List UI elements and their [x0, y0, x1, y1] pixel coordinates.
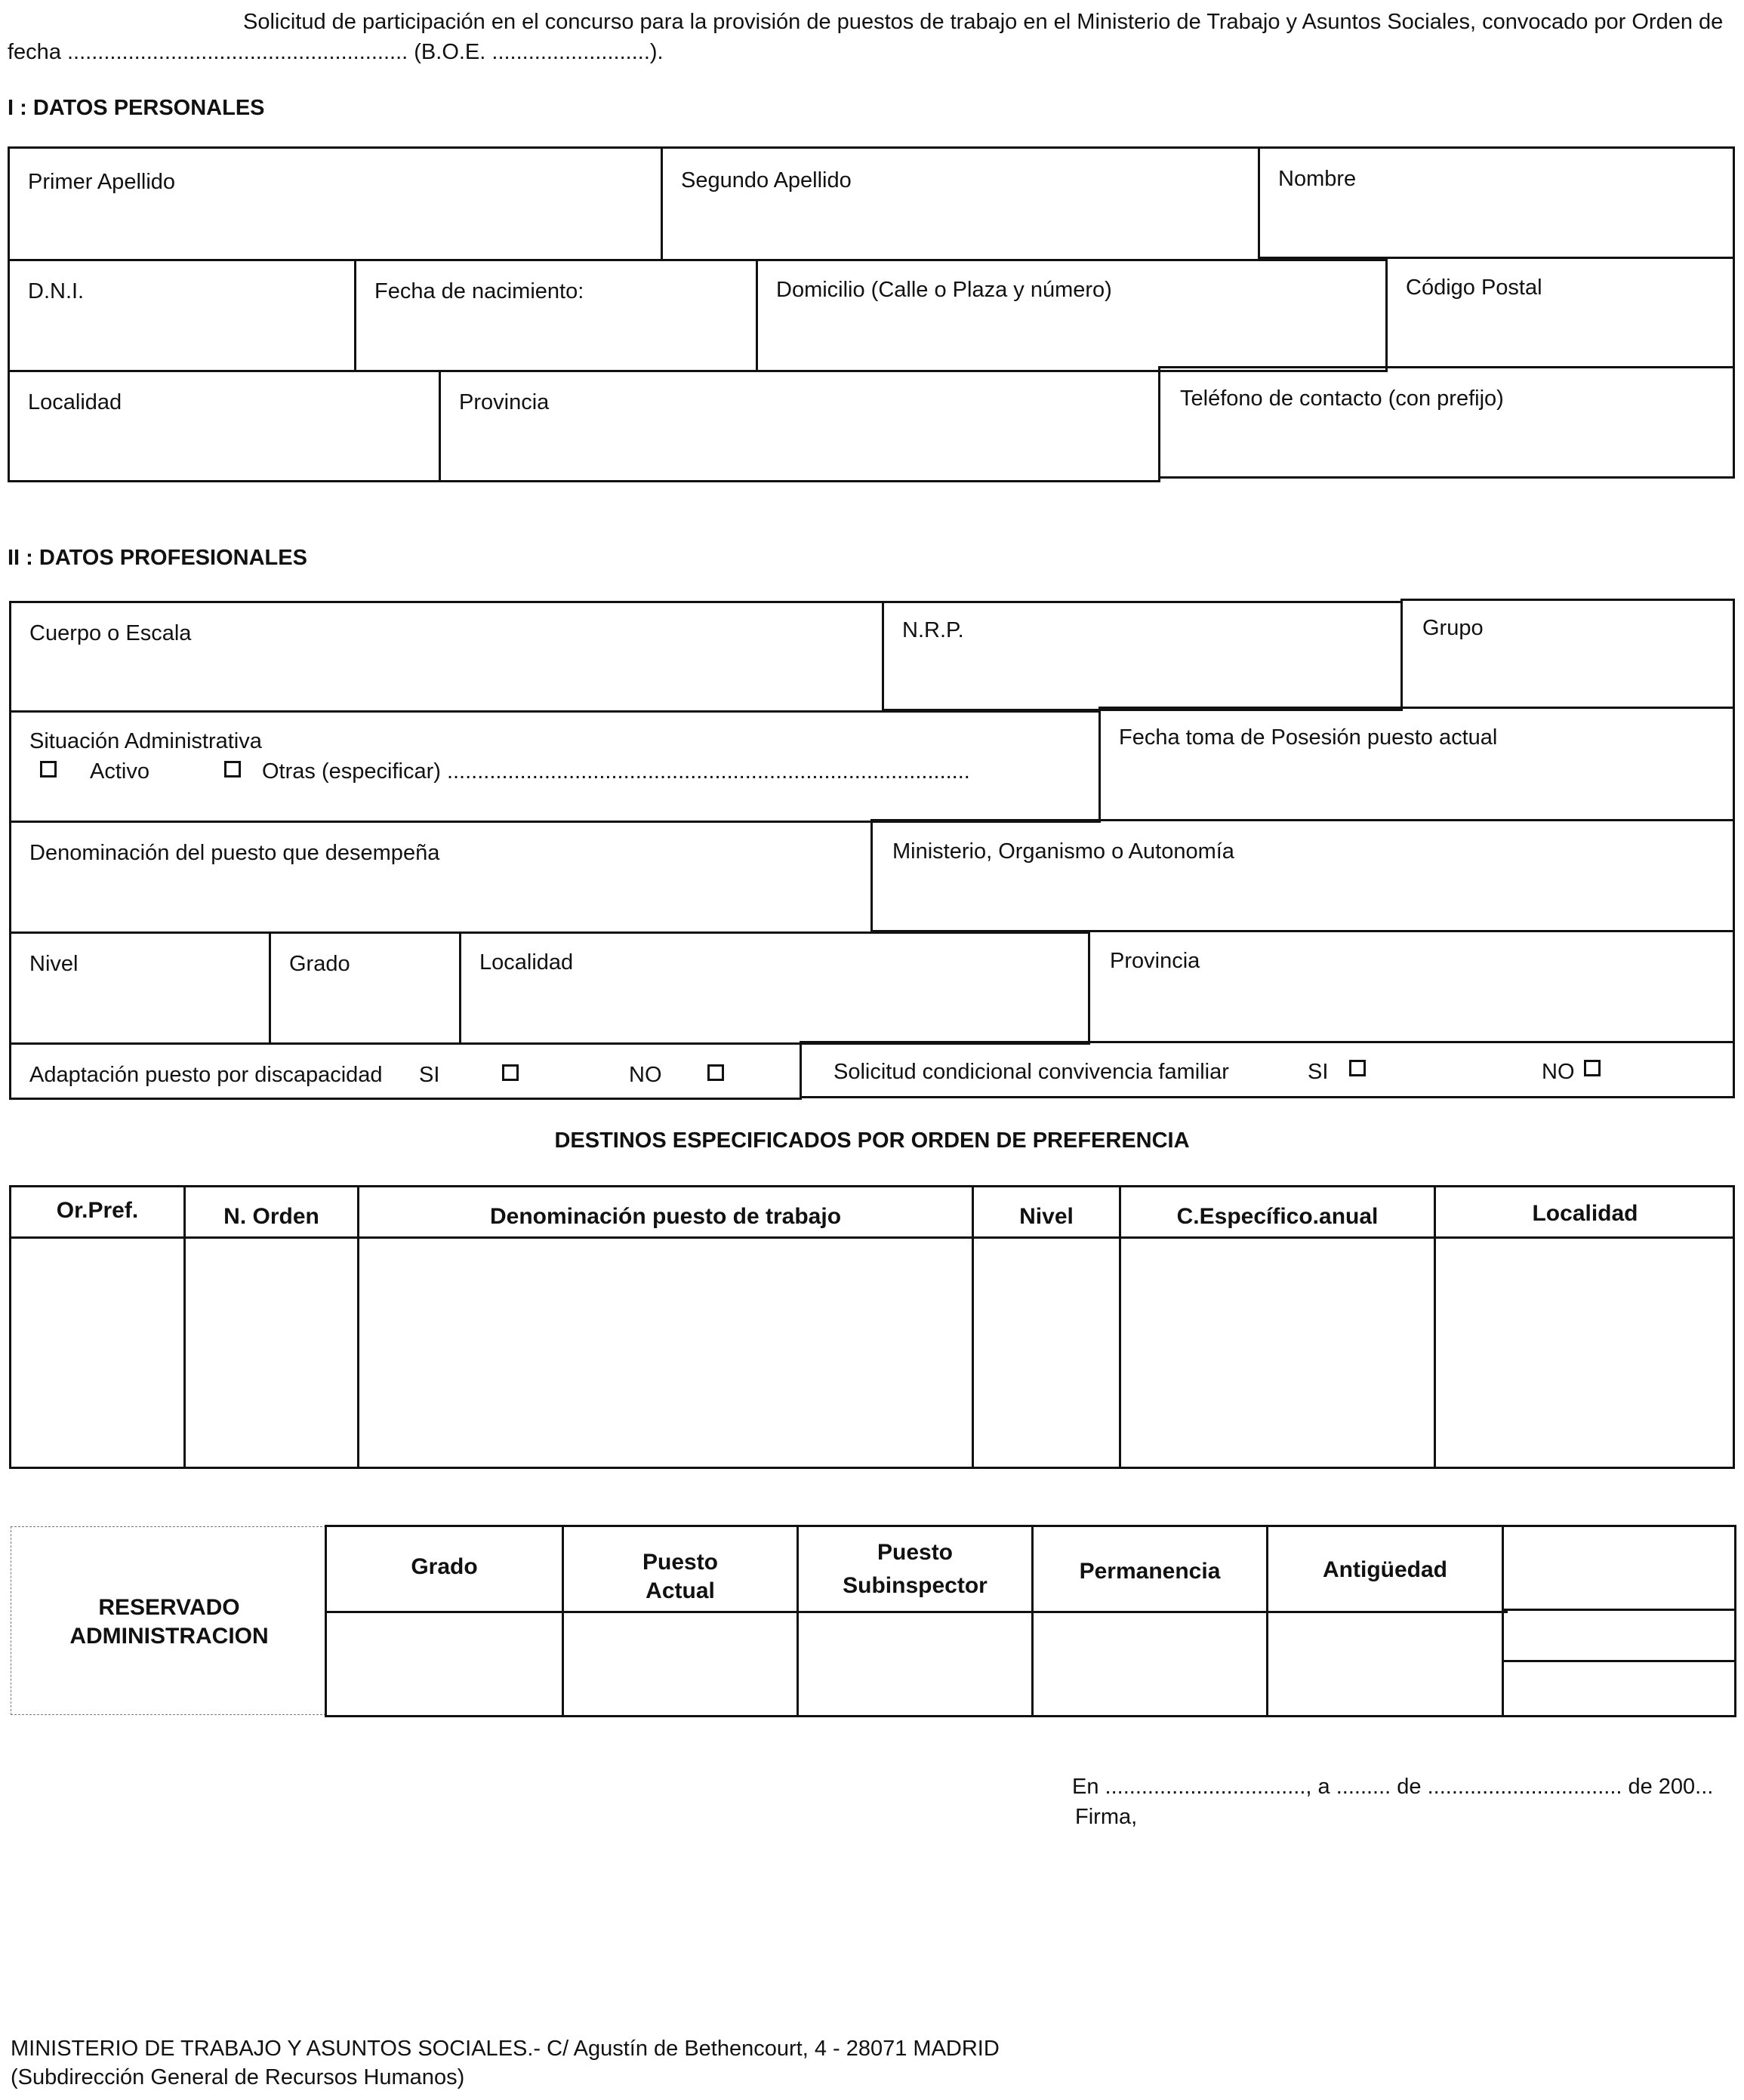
condicional-si-checkbox[interactable] [1349, 1060, 1366, 1076]
footer-department: (Subdirección General de Recursos Humanos) [11, 2065, 465, 2089]
localidad-label: Localidad [28, 390, 122, 414]
res-col-puesto-actual-1: Puesto [642, 1550, 719, 1575]
col-localidad: Localidad [1532, 1201, 1638, 1226]
col-n-orden: N. Orden [223, 1204, 319, 1229]
reservado-table [325, 1525, 1736, 1717]
reservado-line-2: ADMINISTRACION [69, 1624, 269, 1649]
provincia-field[interactable] [439, 370, 1160, 482]
cuerpo-escala-label: Cuerpo o Escala [29, 621, 192, 645]
denominacion-label: Denominación del puesto que desempeña [29, 841, 440, 865]
activo-label: Activo [90, 759, 149, 784]
situacion-administrativa-field [9, 710, 1101, 823]
fecha-toma-label: Fecha toma de Posesión puesto actual [1119, 725, 1498, 750]
situacion-label: Situación Administrativa [29, 729, 262, 753]
domicilio-label: Domicilio (Calle o Plaza y número) [776, 278, 1112, 302]
localidad-cell[interactable] [1436, 1239, 1733, 1467]
adaptacion-si-label: SI [419, 1063, 440, 1087]
primer-apellido-label: Primer Apellido [28, 170, 176, 194]
grupo-field[interactable] [1400, 599, 1735, 709]
condicional-si-label: SI [1308, 1060, 1329, 1084]
destinos-title: DESTINOS ESPECIFICADOS POR ORDEN DE PREFERENCIA [554, 1129, 1190, 1153]
grupo-label: Grupo [1422, 616, 1484, 640]
provincia-prof-field[interactable] [1088, 930, 1735, 1043]
nombre-label: Nombre [1278, 167, 1357, 191]
destinos-table [9, 1185, 1735, 1469]
n-orden-cell[interactable] [186, 1239, 357, 1467]
section-profesional-title: II : DATOS PROFESIONALES [8, 546, 307, 570]
condicional-no-label: NO [1542, 1060, 1575, 1084]
nivel-field[interactable] [9, 931, 271, 1045]
nrp-label: N.R.P. [902, 618, 964, 642]
res-col-antiguedad: Antigüedad [1323, 1557, 1447, 1582]
res-col-permanencia: Permanencia [1079, 1559, 1221, 1584]
provincia-prof-label: Provincia [1110, 949, 1200, 973]
condicional-label: Solicitud condicional convivencia familiar [833, 1060, 1229, 1084]
res-col-puesto-sub-1: Puesto [877, 1540, 954, 1565]
codigo-postal-field[interactable] [1385, 257, 1735, 368]
res-col-grado: Grado [411, 1554, 478, 1579]
section-personal-title: I : DATOS PERSONALES [8, 96, 265, 120]
header-line-2: fecha ........................................................ (B.O.E. ..........................). [8, 40, 664, 64]
condicional-convivencia-field [800, 1041, 1735, 1098]
nrp-field[interactable] [882, 601, 1403, 711]
adaptacion-no-label: NO [629, 1063, 662, 1087]
fecha-nacimiento-field[interactable] [354, 259, 758, 372]
res-col-puesto-actual-2: Actual [646, 1578, 715, 1603]
footer-address: MINISTERIO DE TRABAJO Y ASUNTOS SOCIALES.- C/ Agustín de Bethencourt, 4 - 28071 MADRID [11, 2037, 1000, 2061]
nombre-field[interactable] [1258, 146, 1735, 259]
adaptacion-label: Adaptación puesto por discapacidad [29, 1063, 383, 1087]
firma-lugar-fecha: En ................................., a ......... de ................................ de 200... [1072, 1775, 1714, 1799]
adaptacion-si-checkbox[interactable] [502, 1064, 519, 1081]
domicilio-field[interactable] [756, 259, 1388, 372]
dni-field[interactable] [8, 259, 356, 372]
especifico-cell[interactable] [1121, 1239, 1434, 1467]
col-or-pref: Or.Pref. [56, 1198, 139, 1223]
otras-label: Otras (especificar) ...................................................................................... [262, 759, 970, 784]
or-pref-cell[interactable] [11, 1239, 183, 1467]
fecha-nacimiento-label: Fecha de nacimiento: [374, 279, 584, 303]
telefono-label: Teléfono de contacto (con prefijo) [1180, 386, 1504, 411]
ministerio-label: Ministerio, Organismo o Autonomía [892, 839, 1234, 864]
localidad-prof-field[interactable] [459, 931, 1090, 1045]
localidad-field[interactable] [8, 370, 441, 482]
grado-label: Grado [289, 952, 350, 976]
telefono-field[interactable] [1158, 366, 1735, 479]
adaptacion-discapacidad-field [9, 1042, 802, 1100]
fecha-toma-posesion-field[interactable] [1098, 707, 1735, 821]
codigo-postal-label: Código Postal [1406, 276, 1542, 300]
localidad-prof-label: Localidad [479, 950, 574, 975]
dni-label: D.N.I. [28, 279, 85, 303]
header-line-1: Solicitud de participación en el concurso para la provisión de puestos de trabajo en el Ministerio de Trabajo y Asuntos Sociales, convocado por Orden de [243, 10, 1724, 34]
nivel-label: Nivel [29, 952, 79, 976]
reservado-line-1: RESERVADO [98, 1595, 240, 1620]
segundo-apellido-field[interactable] [661, 146, 1260, 261]
col-nivel: Nivel [1019, 1204, 1074, 1229]
primer-apellido-field[interactable] [8, 146, 663, 261]
segundo-apellido-label: Segundo Apellido [681, 168, 852, 192]
col-especifico: C.Específico.anual [1176, 1204, 1379, 1229]
firma-label: Firma, [1075, 1805, 1138, 1829]
nivel-cell[interactable] [974, 1239, 1119, 1467]
condicional-no-checkbox[interactable] [1584, 1060, 1601, 1076]
provincia-label: Provincia [459, 390, 550, 414]
otras-checkbox[interactable] [224, 761, 241, 777]
activo-checkbox[interactable] [40, 761, 57, 777]
ministerio-field[interactable] [870, 819, 1735, 932]
denominacion-cell[interactable] [359, 1239, 972, 1467]
col-denominacion: Denominación puesto de trabajo [489, 1204, 842, 1229]
grado-field[interactable] [269, 931, 461, 1045]
denominacion-puesto-field[interactable] [9, 821, 873, 934]
reservado-label-box [11, 1526, 326, 1715]
adaptacion-no-checkbox[interactable] [707, 1064, 724, 1081]
cuerpo-escala-field[interactable] [9, 601, 884, 713]
res-col-puesto-sub-2: Subinspector [843, 1573, 988, 1598]
signature-area[interactable] [1072, 1842, 1729, 1993]
